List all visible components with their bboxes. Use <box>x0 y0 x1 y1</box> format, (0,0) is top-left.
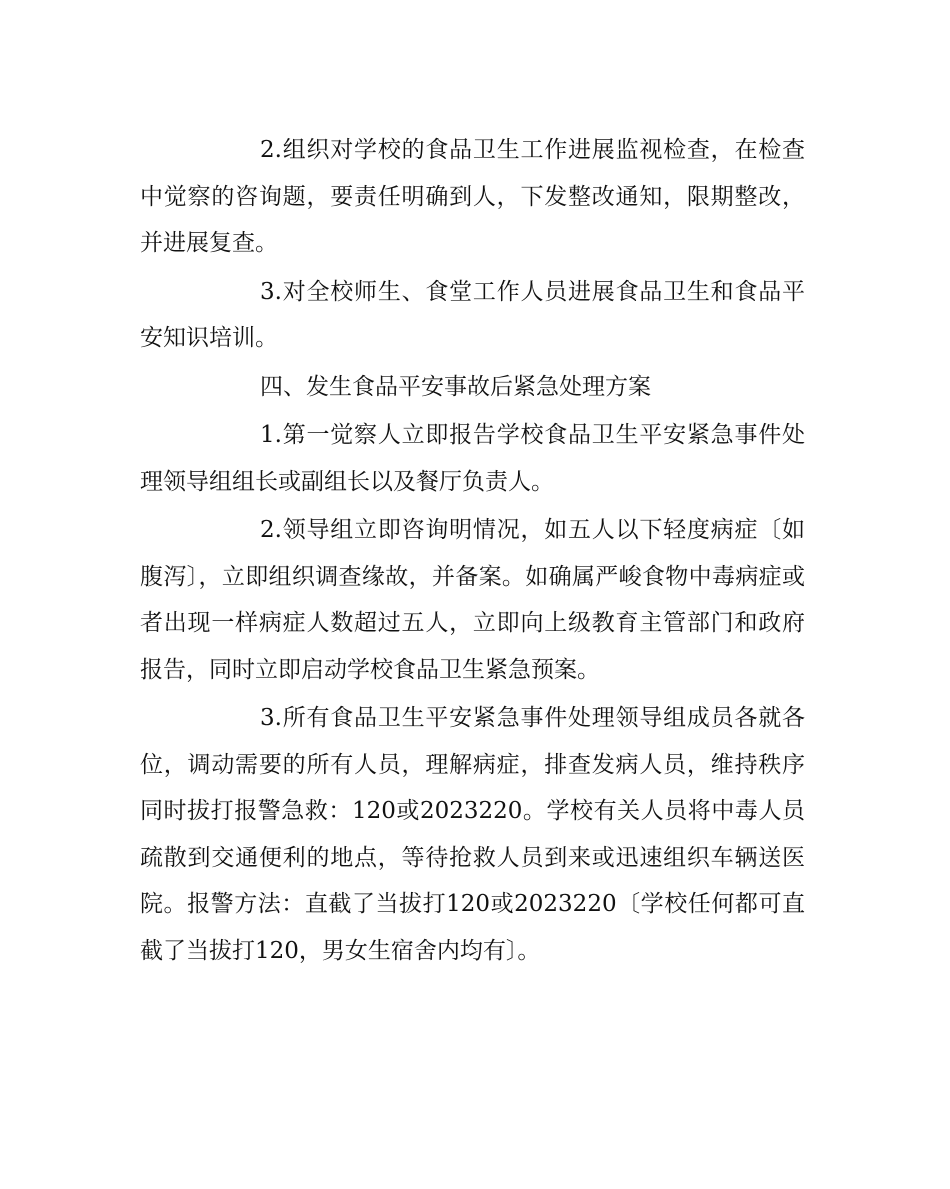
paragraph-training: 3.对全校师生、食堂工作人员进展食品卫生和食品平安知识培训。 <box>140 278 805 351</box>
paragraph-investigation: 2.领导组立即咨询明情况，如五人以下轻度病症〔如腹泻〕，立即组织调查缘故，并备案。如确属严峻食物中毒病症或者出现一样病症人数超过五人，立即向上级教育主管部门和政府报告，同时立即启动学校食品卫生紧急预案。 <box>140 517 805 683</box>
section-heading-emergency-plan: 四、发生食品平安事故后紧急处理方案 <box>260 373 651 400</box>
paragraph-report: 1.第一觉察人立即报告学校食品卫生平安紧急事件处理领导组组长或副组长以及餐厅负责人。 <box>140 422 805 495</box>
paragraph-inspection: 2.组织对学校的食品卫生工作进展监视检查，在检查中觉察的咨询题，要责任明确到人，下发整改通知，限期整改，并进展复查。 <box>140 137 805 256</box>
document-page <box>140 127 805 976</box>
paragraph-response: 3.所有食品卫生平安紧急事件处理领导组成员各就各位，调动需要的所有人员，理解病症，排查发病人员，维持秩序同时拔打报警急救：120或2023220。学校有关人员将中毒人员疏散到交通便利的地点，等待抢救人员到来或迅速组织车辆送医院。报警方法：直截了当拔打120或2023220〔学校任何都可直截了当拔打120，男女生宿舍内均有〕。 <box>140 705 805 964</box>
